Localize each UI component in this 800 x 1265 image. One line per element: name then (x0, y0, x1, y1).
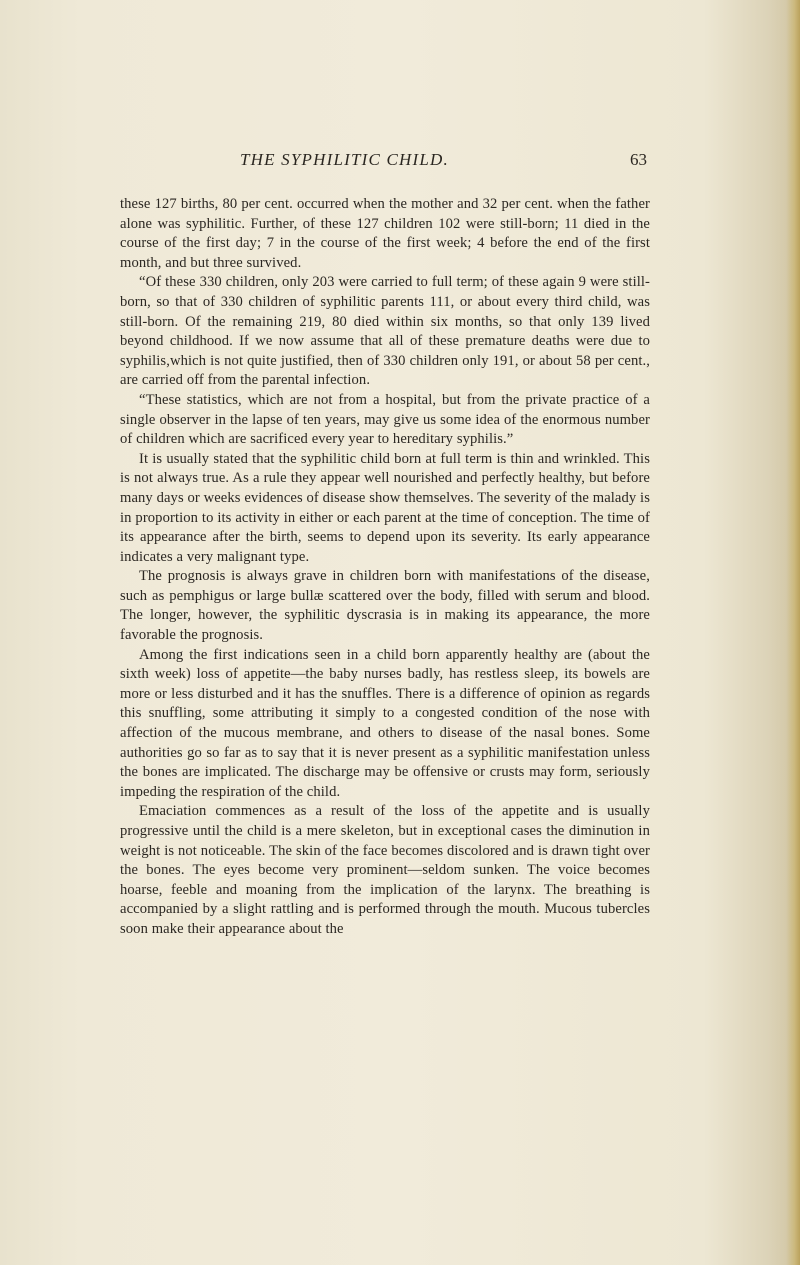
page-number: 63 (630, 150, 647, 169)
body-text (120, 195, 650, 940)
paragraph-6: Among the first indications seen in a child born apparently healthy are (about the sixth week) loss of appetite—the baby nurses badly, has restless sleep, its bowels are more or less disturbed and it has the snuffles. There is a difference of opinion as regards this snuffling, some attributing it simply to a congested condition of the nose with affection of the mucous membrane, and others to disease of the nasal bones. Some authorities go so far as to say that it is never present as a syphilitic manifestation unless the bones are implicated. The discharge may be offensive or crusts may form, seriously impeding the respiration of the child. (120, 646, 650, 800)
paragraph-5: The prognosis is always grave in children born with manifestations of the disease, such as pemphigus or large bullæ scattered over the body, filled with serum and blood. The longer, however, the syphilitic dyscrasia is in making its appearance, the more favorable the prognosis. (120, 568, 650, 644)
paragraph-2: “Of these 330 children, only 203 were carried to full term; of these again 9 were still-born, so that of 330 children of syphilitic parents 111, or about every third child, was still-born. Of the remaining 219, 80 died within six months, so that only 139 lived beyond childhood. If we now assume that all of these premature deaths were due to syphilis,which is not quite justified, then of 330 children only 191, or about 58 per cent., are carried off from the parental infection. (120, 274, 650, 389)
page-edge (786, 0, 800, 1265)
running-head: THE SYPHILITIC CHILD. (240, 150, 449, 169)
paragraph-7: Emaciation commences as a result of the loss of the appetite and is usually progressive until the child is a mere skeleton, but in exceptional cases the diminution in weight is not noticeable. The skin of the face becomes discolored and is drawn tight over the bones. The eyes become very prominent—seldom sunken. The voice becomes hoarse, feeble and moaning from the implication of the larynx. The breathing is accompanied by a slight rattling and is performed through the mouth. Mucous tubercles soon make their appearance about the (120, 803, 650, 937)
paragraph-1: these 127 births, 80 per cent. occurred when the mother and 32 per cent. when the father alone was syphilitic. Further, of these 127 children 102 were still-born; 11 died in the course of the first day; 7 in the course of the first week; 4 before the end of the first month, and but three survived. (120, 196, 650, 271)
paragraph-3: “These statistics, which are not from a hospital, but from the private practice of a single observer in the lapse of ten years, may give us some idea of the enormous number of children which are sacrificed every year to hereditary syphilis.” (120, 391, 650, 448)
page-header (0, 150, 800, 174)
paragraph-4: It is usually stated that the syphilitic child born at full term is thin and wrinkled. This is not always true. As a rule they appear well nourished and perfectly healthy, but before many days or weeks evidences of disease show themselves. The severity of the malady is in proportion to its activity in either or each parent at the time of conception. The time of its appearance after the birth, seems to depend upon its severity. Its early appearance indicates a very malignant type. (120, 450, 650, 565)
